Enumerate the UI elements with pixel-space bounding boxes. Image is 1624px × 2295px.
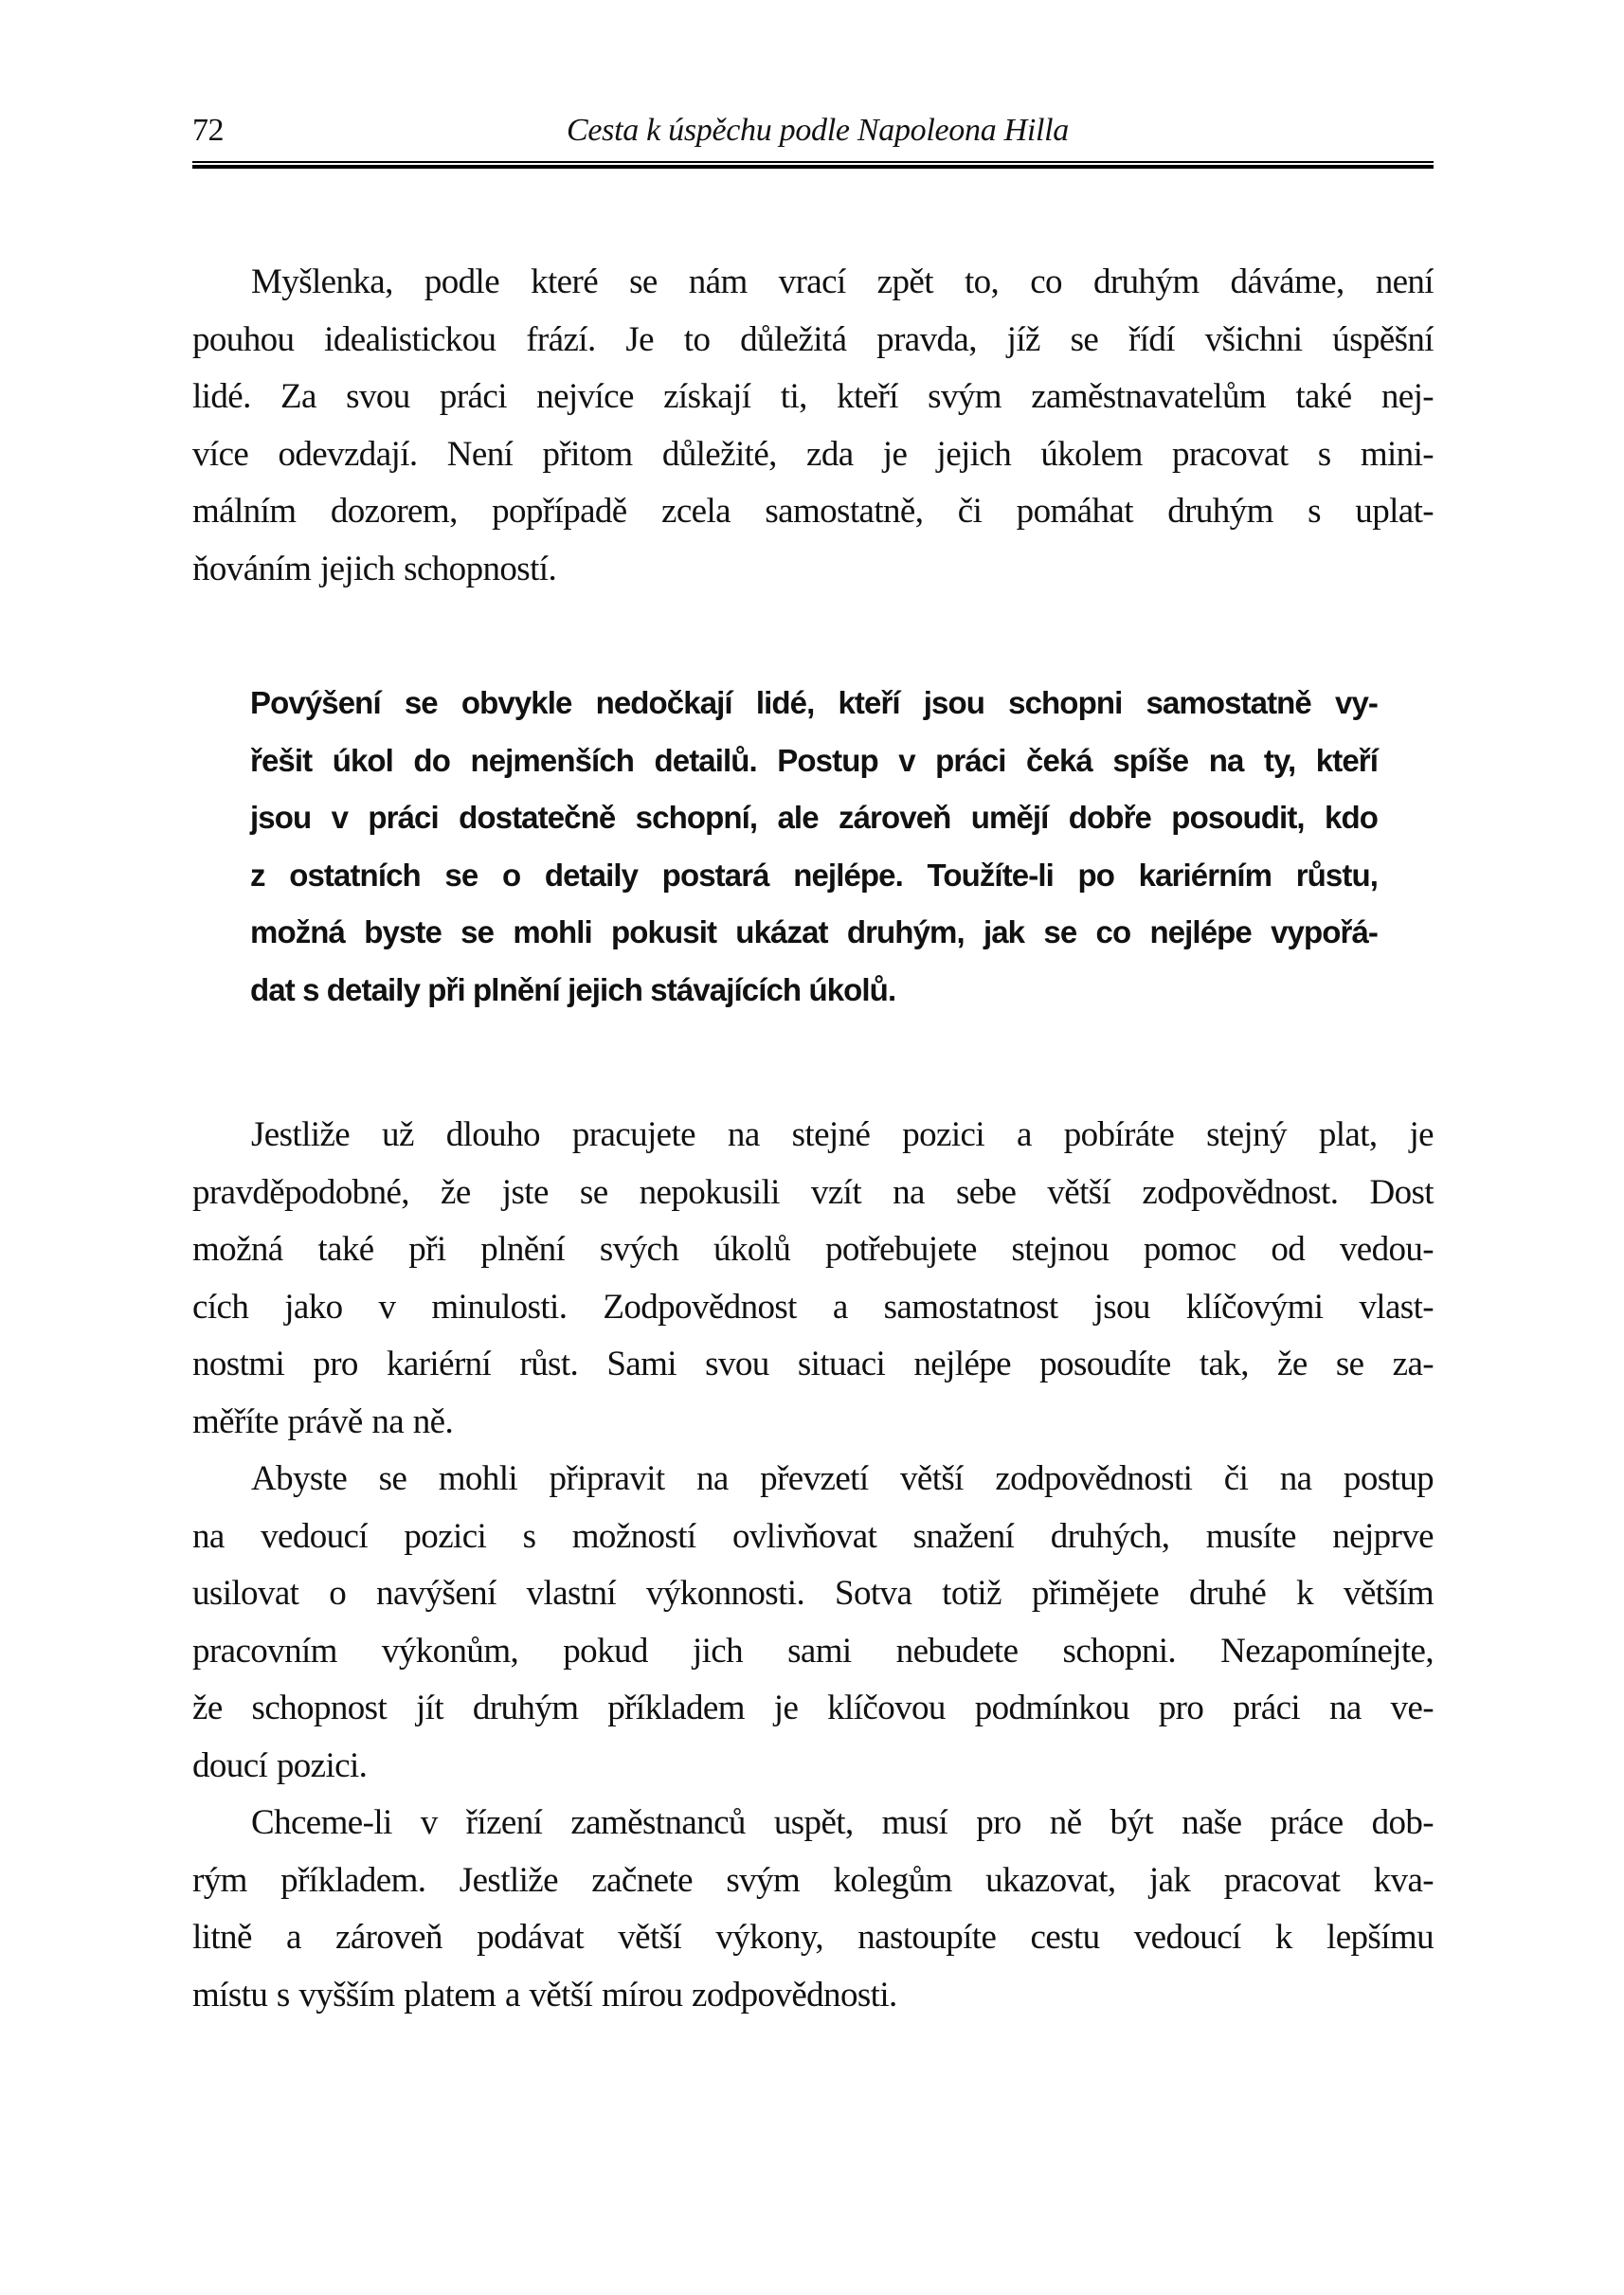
callout-line: jsou v práci dostatečně schopní, ale zároveň umějí dobře posoudit, kdo (250, 800, 1378, 835)
header-rule-thin (192, 161, 1434, 163)
text-line: možná také při plnění svých úkolů potřebujete stejnou pomoc od vedou- (192, 1230, 1434, 1269)
text-line: doucí pozici. (192, 1745, 368, 1785)
text-line: že schopnost jít druhým příkladem je klíčovou podmínkou pro práci na ve- (192, 1689, 1434, 1727)
callout-line: řešit úkol do nejmenších detailů. Postup v práci čeká spíše na ty, kteří (250, 742, 1378, 778)
callout-line: z ostatních se o detaily postará nejlépe. Toužíte-li po kariérním růstu, (250, 857, 1378, 893)
text-line: pouhou idealistickou frází. Je to důležitá pravda, jíž se řídí všichni úspěšní (192, 319, 1434, 359)
text-line: pracovním výkonům, pokud jich sami nebudete schopni. Nezapomínejte, (192, 1631, 1434, 1671)
paragraph-2 (192, 1107, 1434, 2024)
text-line: více odevzdají. Není přitom důležité, zda je jejich úkolem pracovat s mini- (192, 434, 1434, 474)
callout-line: dat s detaily při plnění jejich stávajících úkolů. (250, 971, 896, 1007)
callout-line: Povýšení se obvykle nedočkají lidé, kteří jsou schopni samostatně vy- (250, 685, 1378, 720)
text-line: měříte právě na ně. (192, 1401, 454, 1441)
text-line: cích jako v minulosti. Zodpovědnost a samostatnost jsou klíčovými vlast- (192, 1287, 1434, 1327)
running-title: Cesta k úspěchu podle Napoleona Hilla (567, 113, 1069, 148)
text-line: málním dozorem, popřípadě zcela samostatně, či pomáhat druhým s uplat- (192, 492, 1434, 531)
running-head (192, 112, 1434, 150)
text-line: místu s vyšším platem a větší mírou zodpovědnosti. (192, 1975, 897, 2015)
text-line: nostmi pro kariérní růst. Sami svou situaci nejlépe posoudíte tak, že se za- (192, 1345, 1434, 1383)
callout-line: možná byste se mohli pokusit ukázat druhým, jak se co nejlépe vypořá- (250, 914, 1378, 949)
text-line: lidé. Za svou práci nejvíce získají ti, kteří svým zaměstnavatelům také nej- (192, 377, 1434, 416)
text-line: Myšlenka, podle které se nám vrací zpět to, co druhým dáváme, není (251, 262, 1434, 301)
paragraph-1 (192, 254, 1434, 598)
text-line: ňováním jejich schopností. (192, 549, 557, 588)
callout-quote (250, 675, 1378, 1019)
text-line: na vedoucí pozici s možností ovlivňovat snažení druhých, musíte nejprve (192, 1516, 1434, 1556)
text-line: usilovat o navýšení vlastní výkonnosti. Sotva totiž přimějete druhé k větším (192, 1574, 1434, 1613)
text-line: pravděpodobné, že jste se nepokusili vzít na sebe větší zodpovědnost. Dost (192, 1172, 1434, 1212)
text-line: Chceme-li v řízení zaměstnanců uspět, musí pro ně být naše práce dob- (251, 1803, 1434, 1842)
text-line: Abyste se mohli připravit na převzetí větší zodpovědnosti či na postup (251, 1459, 1434, 1498)
page-number: 72 (192, 113, 224, 148)
text-line: litně a zároveň podávat větší výkony, nastoupíte cestu vedoucí k lepšímu (192, 1918, 1434, 1957)
text-line: Jestliže už dlouho pracujete na stejné pozici a pobíráte stejný plat, je (251, 1115, 1434, 1154)
header-rule-thick (192, 165, 1434, 169)
text-line: rým příkladem. Jestliže začnete svým kolegům ukazovat, jak pracovat kva- (192, 1860, 1434, 1900)
